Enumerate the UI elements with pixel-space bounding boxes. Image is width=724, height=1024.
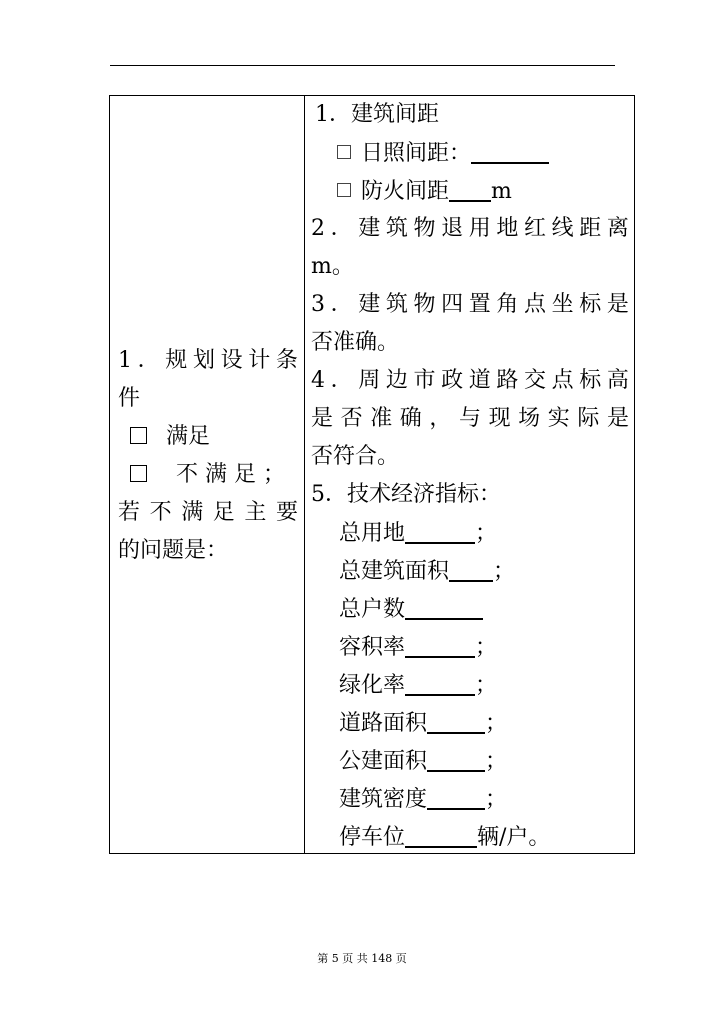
option-not-satisfied[interactable] (130, 462, 292, 488)
total-floor-area-label: 总建筑面积 (339, 559, 450, 584)
density-label: 建筑密度 (339, 787, 428, 812)
fire-blank[interactable] (449, 178, 491, 202)
item3-line1: 3 ． 建 筑 物 四 置 角 点 坐 标 是 (311, 292, 629, 317)
green-ratio-label: 绿化率 (339, 673, 406, 698)
parking-blank[interactable] (405, 824, 477, 848)
households-blank[interactable] (405, 596, 483, 620)
item3-line2: 否准确。 (311, 330, 400, 355)
planning-conditions-table (109, 95, 635, 854)
fire-spacing-row (337, 178, 512, 205)
semicolon: ； (493, 559, 516, 584)
public-area-label: 公建面积 (339, 749, 428, 774)
sunlight-label: 日照间距： (361, 141, 472, 166)
fire-label: 防火间距 (361, 179, 450, 204)
semicolon: ； (475, 521, 498, 546)
total-floor-area-blank[interactable] (449, 558, 493, 582)
parking-unit: 辆/户。 (477, 825, 551, 850)
item1-title: 1．建筑间距 (315, 102, 439, 127)
item5-title: 5．技术经济指标： (311, 482, 501, 507)
density-blank[interactable] (427, 786, 485, 810)
green-ratio-row (339, 672, 497, 699)
road-area-row (339, 710, 507, 737)
left-line5: 的问题是： (118, 538, 229, 563)
density-row (339, 786, 507, 813)
road-area-label: 道路面积 (339, 711, 428, 736)
green-ratio-blank[interactable] (405, 672, 475, 696)
far-blank[interactable] (405, 634, 475, 658)
total-land-row (339, 520, 497, 547)
households-label: 总户数 (339, 597, 406, 622)
right-cell (305, 96, 634, 853)
option-satisfied[interactable] (130, 424, 210, 450)
sunlight-spacing-row (337, 140, 549, 167)
public-area-row (339, 748, 507, 775)
left-line4: 若 不 满 足 主 要 (118, 500, 298, 525)
total-floor-area-row (339, 558, 515, 585)
total-land-label: 总用地 (339, 521, 406, 546)
parking-row (339, 824, 550, 851)
total-land-blank[interactable] (405, 520, 475, 544)
item4-line3: 否符合。 (311, 444, 400, 469)
top-rule (110, 65, 615, 66)
item4-line2: 是 否 准 确 ， 与 现 场 实 际 是 (311, 406, 629, 431)
far-label: 容积率 (339, 635, 406, 660)
checkbox-sunlight[interactable] (337, 145, 351, 159)
semicolon: ； (485, 749, 508, 774)
page-footer: 第 5 页 共 148 页 (317, 952, 407, 965)
option-satisfied-label: 满足 (166, 424, 211, 449)
item2-line1: 2 ． 建 筑 物 退 用 地 红 线 距 离 (311, 216, 629, 241)
fire-unit: m (491, 179, 512, 204)
semicolon: ； (475, 635, 498, 660)
left-title-line2: 件 (118, 386, 141, 411)
checkbox-fire[interactable] (337, 183, 351, 197)
semicolon: ； (485, 787, 508, 812)
left-cell (110, 96, 304, 853)
option-not-satisfied-label: 不满足； (176, 462, 293, 487)
far-row (339, 634, 497, 661)
road-area-blank[interactable] (427, 710, 485, 734)
item4-line1: 4 ． 周 边 市 政 道 路 交 点 标 高 (311, 368, 629, 393)
semicolon: ； (475, 673, 498, 698)
parking-label: 停车位 (339, 825, 406, 850)
checkbox-not-satisfied[interactable] (130, 465, 147, 482)
sunlight-blank[interactable] (471, 140, 549, 164)
checkbox-satisfied[interactable] (130, 427, 147, 444)
semicolon: ； (485, 711, 508, 736)
households-row (339, 596, 483, 623)
left-title-line1: 1 ． 规 划 设 计 条 (118, 348, 298, 373)
item2-line2: m。 (311, 254, 354, 279)
public-area-blank[interactable] (427, 748, 485, 772)
